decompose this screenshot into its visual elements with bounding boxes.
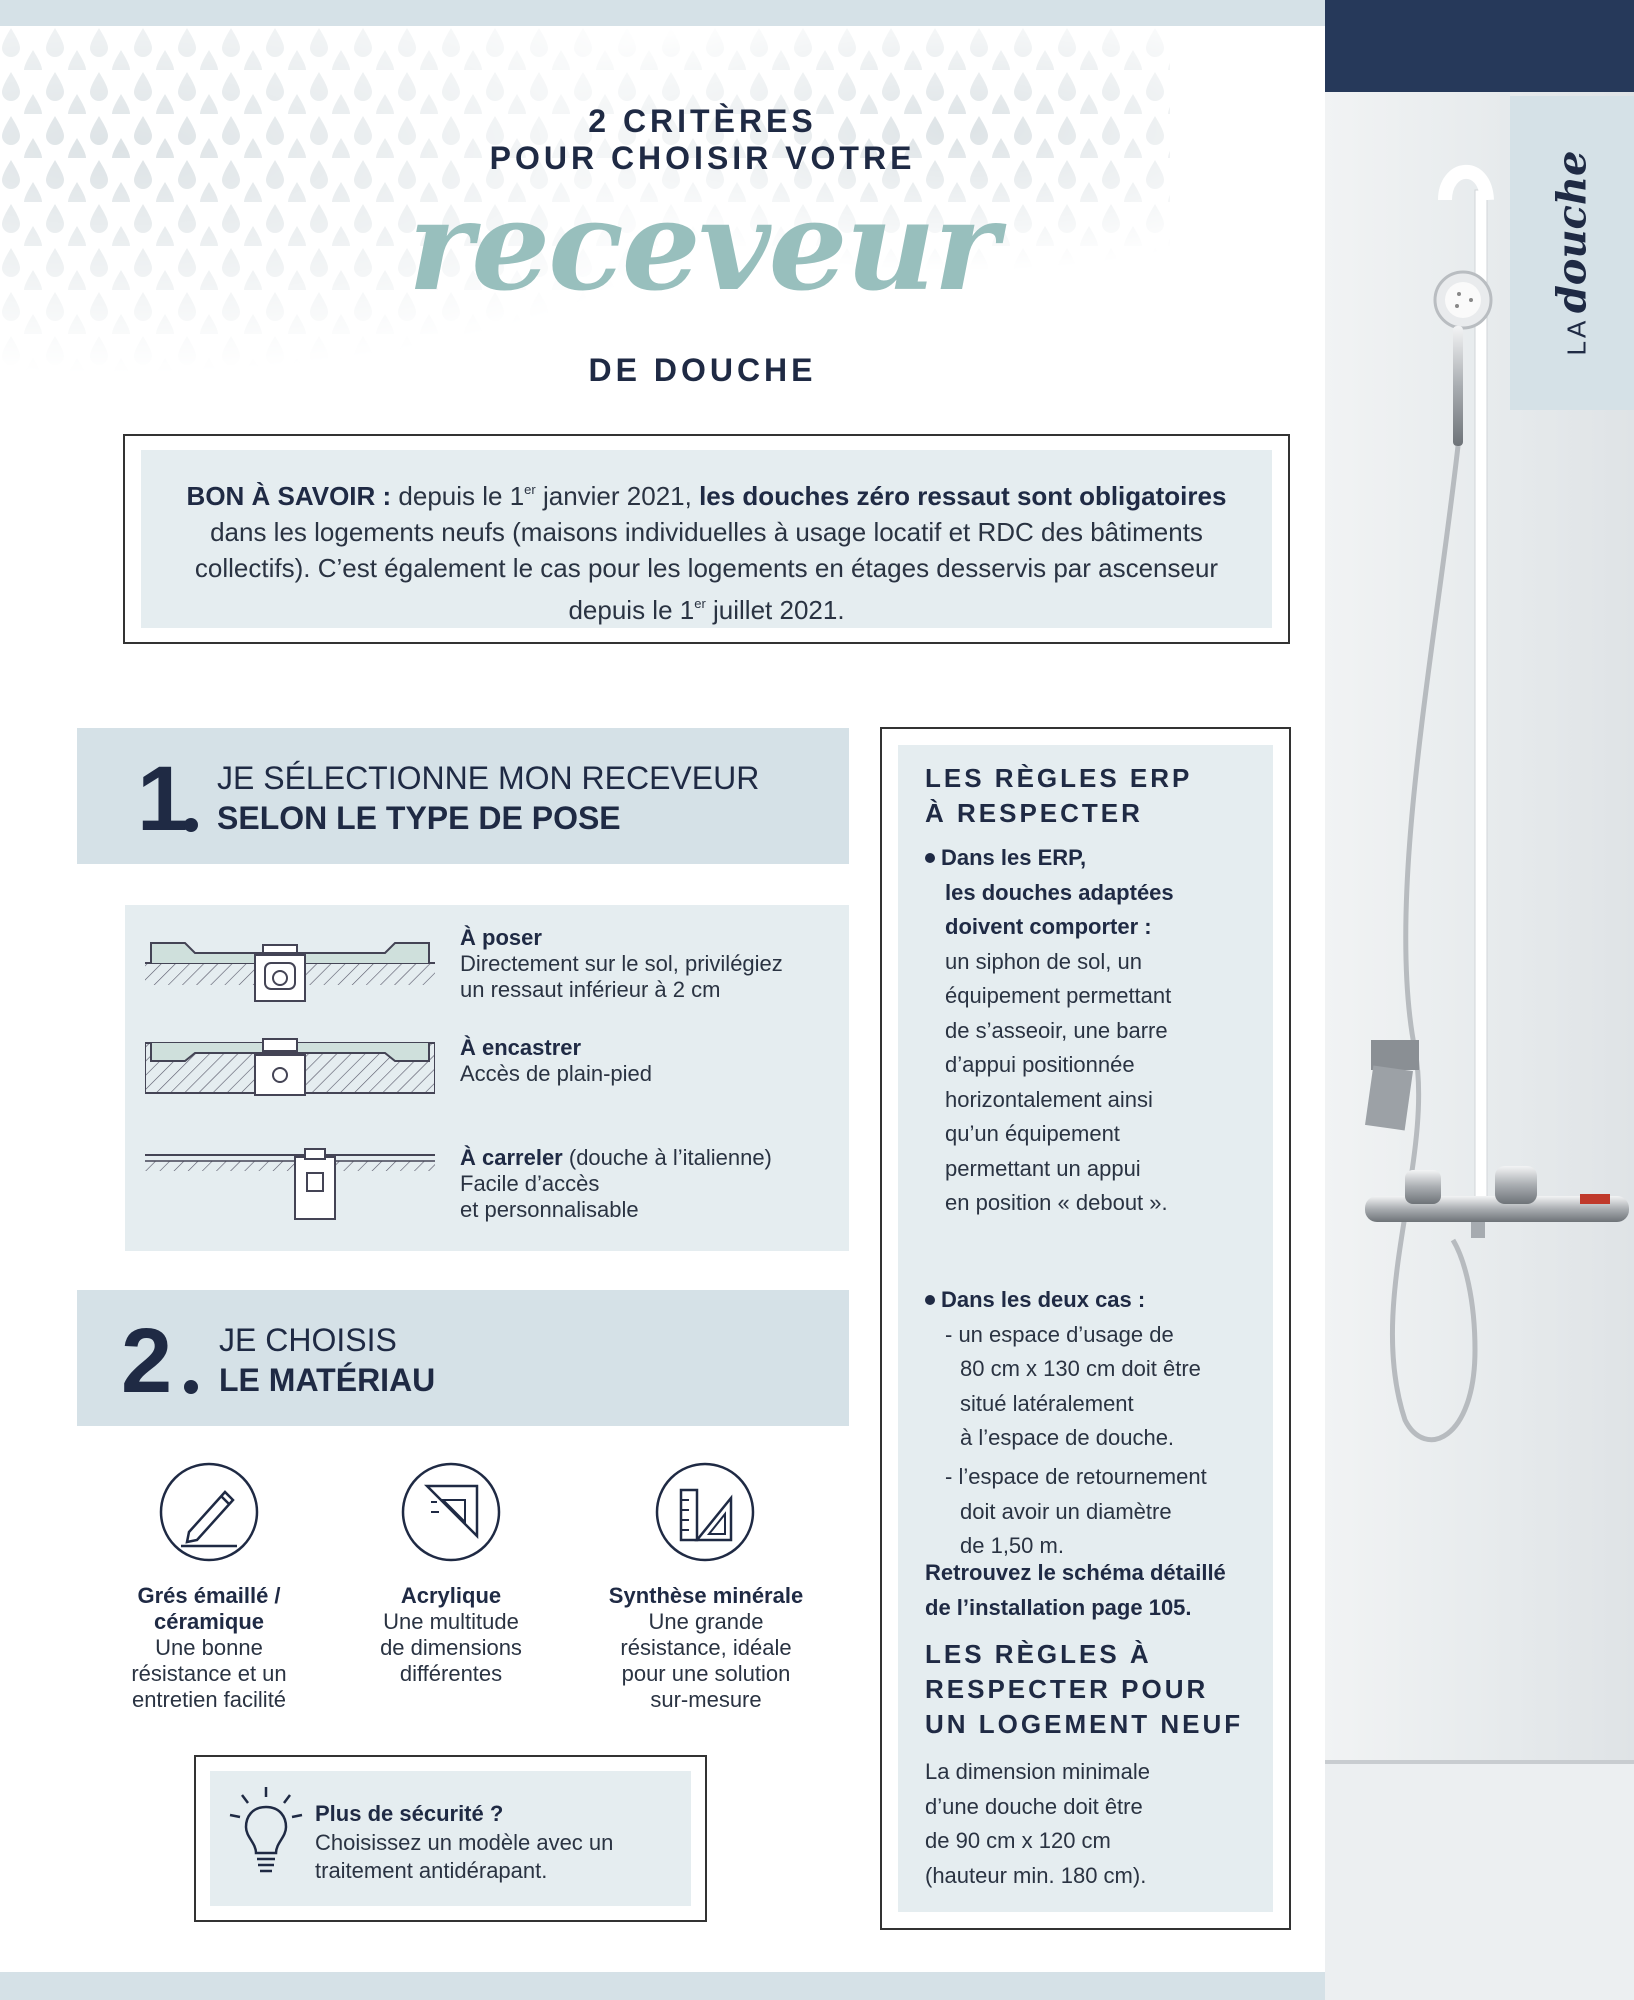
erp-dash-1 bbox=[945, 1318, 1201, 1456]
erp-rules-box bbox=[880, 727, 1291, 1930]
erp-para-1-line: en position « debout ». bbox=[945, 1190, 1168, 1215]
material-ceramic-desc-3: entretien facilité bbox=[131, 1687, 287, 1712]
section-2-header bbox=[77, 1290, 849, 1426]
erp-para-1-line: qu’un équipement bbox=[945, 1121, 1120, 1146]
section-1-header bbox=[77, 728, 849, 864]
material-mineral-desc-1: Une grande bbox=[648, 1609, 764, 1634]
erp-bullet-2-text: Dans les deux cas : bbox=[941, 1287, 1146, 1312]
bullet-dot-icon bbox=[183, 817, 199, 833]
set-square-icon bbox=[401, 1462, 501, 1562]
pose-2-title-text: À encastrer bbox=[460, 1035, 582, 1060]
safety-tip-title: Plus de sécurité ? bbox=[315, 1801, 504, 1826]
erp-para-1-line: horizontalement ainsi bbox=[945, 1086, 1153, 1112]
erp-bullet-1c: doivent comporter : bbox=[945, 914, 1152, 939]
erp-heading-1a: LES RÈGLES ERP bbox=[925, 763, 1193, 793]
safety-tip-box bbox=[194, 1755, 707, 1922]
material-mineral-desc-3: pour une solution bbox=[621, 1661, 791, 1686]
bullet-dot-icon bbox=[925, 1295, 935, 1305]
erp-dash-1-line: - un espace d’usage de bbox=[945, 1321, 1174, 1347]
info-bold: les douches zéro ressaut sont obligatoires bbox=[699, 481, 1227, 511]
header-line-3: DE DOUCHE bbox=[588, 352, 817, 388]
erp-para-2 bbox=[925, 1755, 1150, 1893]
pose-1-title bbox=[460, 925, 542, 951]
material-acrylic-desc-2: de dimensions bbox=[380, 1635, 522, 1660]
section-2-line-1: JE CHOISIS bbox=[219, 1322, 397, 1358]
section-2-number: 2 bbox=[121, 1310, 169, 1412]
header-line-2: POUR CHOISIR VOTRE bbox=[489, 140, 916, 176]
good-to-know-text bbox=[141, 450, 1272, 628]
pose-1-desc-1: Directement sur le sol, privilégiez bbox=[460, 951, 783, 976]
erp-dash-2-line: de 1,50 m. bbox=[960, 1533, 1064, 1558]
info-text-3: dans les logements neufs (maisons individuelles à usage locatif et RDC des bâtiments collectifs). C’est également le cas pour les logements en étages desservis par ascenseur depuis le 1 bbox=[194, 517, 1219, 625]
section-1-number: 1 bbox=[137, 748, 185, 850]
side-tab-douche: douche bbox=[1548, 150, 1596, 314]
info-sup-1: er bbox=[524, 482, 536, 497]
erp-bullet-2 bbox=[925, 1283, 1145, 1318]
erp-para-2-line: La dimension minimale bbox=[925, 1759, 1150, 1784]
erp-para-1-line: un siphon de sol, un bbox=[945, 948, 1142, 974]
erp-heading-2b: RESPECTER POUR bbox=[925, 1674, 1209, 1704]
pose-1-desc bbox=[460, 951, 783, 1003]
erp-dash-1-line: à l’espace de douche. bbox=[960, 1425, 1175, 1450]
lightbulb-icon bbox=[228, 1785, 304, 1881]
pencil-ruler-icon bbox=[159, 1462, 259, 1562]
info-sup-2: er bbox=[694, 596, 706, 611]
erp-para-1-line: de s’asseoir, une barre bbox=[945, 1017, 1168, 1043]
erp-bullet-1 bbox=[925, 841, 1086, 876]
section-2-line-2: LE MATÉRIAU bbox=[219, 1362, 436, 1398]
material-acrylic-desc-3: différentes bbox=[399, 1661, 503, 1686]
erp-dash-2 bbox=[945, 1460, 1207, 1564]
header-script-word: receveur bbox=[407, 174, 998, 319]
erp-para-1-line: équipement permettant bbox=[945, 983, 1172, 1008]
material-ceramic-desc-2: résistance et un bbox=[131, 1661, 287, 1686]
section-1-line-2: SELON LE TYPE DE POSE bbox=[217, 800, 621, 836]
erp-rules-inner bbox=[898, 745, 1273, 1912]
material-mineral-desc-2: résistance, idéale bbox=[620, 1635, 792, 1660]
pose-3-title-text: À carreler bbox=[460, 1145, 563, 1170]
material-acrylic-desc-1: Une multitude bbox=[383, 1609, 519, 1634]
good-to-know-box bbox=[123, 434, 1290, 644]
pose-2-desc bbox=[460, 1061, 652, 1087]
pose-3-desc-1: Facile d’accès bbox=[460, 1171, 600, 1196]
erp-para-1-line: permettant un appui bbox=[945, 1155, 1141, 1181]
good-to-know-label: BON À SAVOIR : bbox=[186, 481, 392, 511]
pose-1-desc-2: un ressaut inférieur à 2 cm bbox=[460, 977, 721, 1002]
safety-tip-inner bbox=[210, 1771, 691, 1906]
erp-heading-2c: UN LOGEMENT NEUF bbox=[925, 1709, 1244, 1739]
material-mineral-desc-4: sur-mesure bbox=[650, 1687, 762, 1712]
material-acrylic-title: Acrylique bbox=[400, 1583, 502, 1608]
erp-dash-2-line: doit avoir un diamètre bbox=[960, 1498, 1172, 1524]
info-text-2: janvier 2021, bbox=[535, 481, 700, 511]
material-mineral bbox=[586, 1583, 826, 1713]
safety-tip-text: Choisissez un modèle avec un traitement antidérapant. bbox=[315, 1830, 614, 1883]
material-ceramic-title-2: céramique bbox=[153, 1609, 265, 1634]
erp-dash-1-line: situé latéralement bbox=[960, 1390, 1134, 1416]
section-1-line-1: JE SÉLECTIONNE MON RECEVEUR bbox=[217, 760, 760, 796]
material-acrylic bbox=[331, 1583, 571, 1687]
pose-surface-diagram-icon bbox=[145, 923, 435, 1003]
material-ceramic-desc-1: Une bonne bbox=[155, 1635, 263, 1660]
erp-para-2-line: de 90 cm x 120 cm bbox=[925, 1828, 1111, 1853]
pose-3-title-extra: (douche à l’italienne) bbox=[562, 1145, 772, 1170]
pose-1-title-text: À poser bbox=[460, 925, 542, 950]
bullet-dot-icon bbox=[925, 853, 935, 863]
side-tab-la: LA bbox=[1561, 317, 1592, 356]
info-text-4: juillet 2021. bbox=[705, 595, 845, 625]
pose-3-title bbox=[460, 1145, 772, 1171]
pose-2-desc-1: Accès de plain-pied bbox=[460, 1061, 653, 1086]
erp-para-1 bbox=[945, 945, 1171, 1221]
pose-types-panel bbox=[125, 905, 849, 1251]
header-line-1: 2 CRITÈRES bbox=[588, 103, 817, 139]
material-ceramic bbox=[89, 1583, 329, 1713]
erp-see-page-2: de l’installation page 105. bbox=[925, 1594, 1192, 1620]
erp-heading-1b: À RESPECTER bbox=[925, 798, 1143, 828]
erp-para-1-line: d’appui positionnée bbox=[945, 1052, 1135, 1077]
pose-3-desc bbox=[460, 1171, 639, 1223]
ruler-triangle-icon bbox=[655, 1462, 755, 1562]
material-ceramic-title-1: Grés émaillé / bbox=[137, 1583, 281, 1608]
bullet-dot-icon bbox=[183, 1379, 199, 1395]
top-band bbox=[0, 0, 1325, 26]
pose-2-title bbox=[460, 1035, 581, 1061]
info-text-1: depuis le 1 bbox=[391, 481, 525, 511]
side-tab-label bbox=[1549, 151, 1596, 356]
pose-tiled-diagram-icon bbox=[145, 1143, 435, 1223]
bottom-band bbox=[0, 1972, 1325, 2000]
pose-3-desc-2: et personnalisable bbox=[460, 1197, 639, 1222]
erp-para-2-line: (hauteur min. 180 cm). bbox=[925, 1862, 1147, 1888]
section-side-tab bbox=[1510, 96, 1634, 410]
erp-bullet-1a: Dans les ERP, bbox=[941, 845, 1087, 870]
erp-dash-2-line: - l’espace de retournement bbox=[945, 1464, 1207, 1489]
erp-bullet-1b: les douches adaptées bbox=[945, 879, 1174, 905]
pose-recessed-diagram-icon bbox=[145, 1033, 435, 1103]
erp-see-page-1: Retrouvez le schéma détaillé bbox=[925, 1560, 1226, 1585]
erp-para-2-line: d’une douche doit être bbox=[925, 1793, 1143, 1819]
material-mineral-title: Synthèse minérale bbox=[608, 1583, 804, 1608]
erp-dash-1-line: 80 cm x 130 cm doit être bbox=[960, 1356, 1201, 1381]
erp-heading-2a: LES RÈGLES À bbox=[925, 1639, 1152, 1669]
